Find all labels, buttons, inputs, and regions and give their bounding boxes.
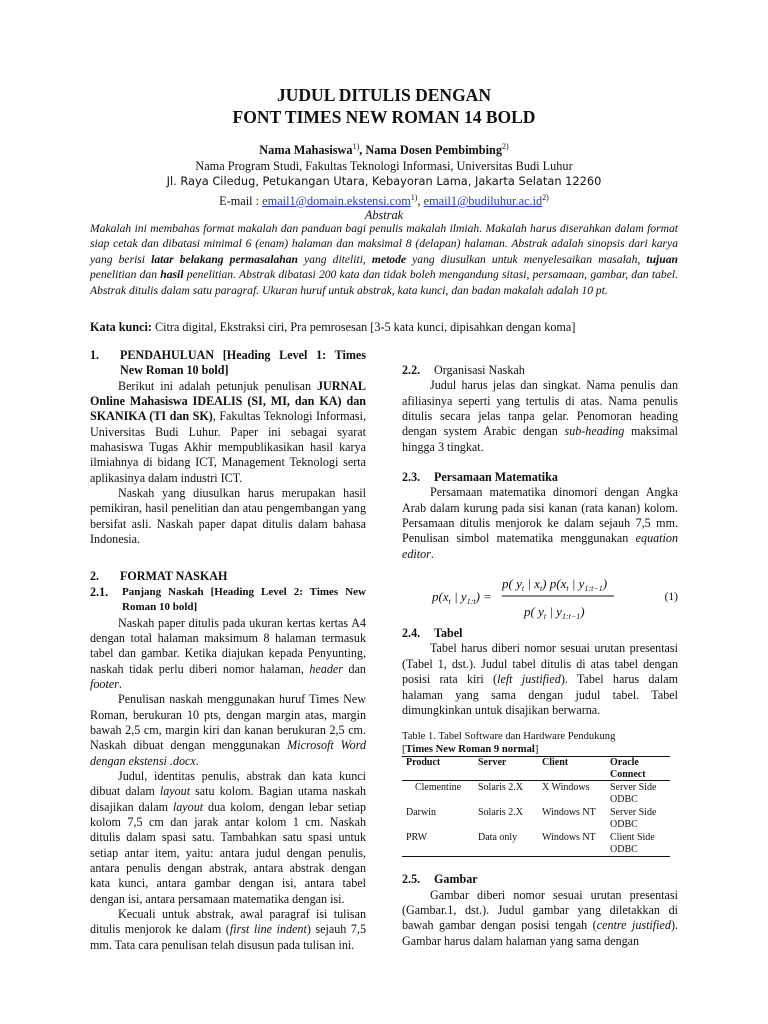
author-separator: , xyxy=(359,143,366,158)
spacer xyxy=(90,547,366,569)
table-caption-bold: Times New Roman 9 normal xyxy=(405,744,535,756)
paragraph xyxy=(90,907,366,953)
equation-block xyxy=(402,562,678,626)
table-cell: Windows NT xyxy=(542,832,596,844)
text-span: Judul harus jelas dan singkat. Nama penulis dan afiliasinya seperti yang tertulis di atas. Nama penulis ditulis secara jelas tanpa gelar. Penomoran heading dengan system Arabic dengan xyxy=(402,378,678,439)
table-cell: Data only xyxy=(478,832,518,844)
equation-formula xyxy=(402,562,678,626)
table-header-cell: Client xyxy=(538,757,606,781)
abstract-bold-4: hasil xyxy=(160,268,184,282)
text-span: ) sejauh 7,5 mm. Tata cara penulisan telah disusun pada tulisan ini. xyxy=(90,922,366,952)
keywords-text: Citra digital, Ekstraksi ciri, Pra pemrosesan [3-5 kata kunci, dipisahkan dengan koma] xyxy=(151,320,576,334)
heading-number: 2.4. xyxy=(402,626,421,641)
abstract-bold-2: metode xyxy=(371,252,407,266)
equation-number: (1) xyxy=(664,591,678,604)
paragraph xyxy=(402,888,678,949)
svg-text:p( yt | xt) p(xt | y1:t−1): p( $y_t$ | $x_t$) $p(x_t$ | $y_{1:t-1}$) xyxy=(502,576,608,594)
table-cell: PRW xyxy=(406,832,428,844)
paragraph xyxy=(90,616,366,693)
table-row xyxy=(402,831,670,857)
heading-2-persamaan xyxy=(402,470,678,485)
email2-sup: 2) xyxy=(542,192,549,202)
italic-span: first line indent xyxy=(229,922,307,937)
table-caption-title: Table 1. Tabel Software dan Hardware Pendukung xyxy=(402,731,616,743)
heading-1-format-naskah xyxy=(90,569,366,584)
paragraph xyxy=(402,641,678,718)
svg-text:p(xt | y1:t) =: $p(x_t$ | $y_{1:t}$) = xyxy=(432,589,492,607)
text-span: satu kolom. Bagian utama naskah disajikan dalam xyxy=(90,784,367,814)
heading-text: Organisasi Naskah xyxy=(434,363,525,377)
heading-2-panjang-naskah xyxy=(90,585,366,616)
heading-text: FORMAT NASKAH xyxy=(120,569,228,584)
email-separator: , xyxy=(417,193,424,208)
table-row xyxy=(402,806,670,831)
heading-number: 2.1. xyxy=(90,584,109,599)
text-span: Penulisan naskah menggunakan huruf Times New Roman, berukuran 10 pts, dengan margin atas, margin bawah 2,5 cm, margin kiri dan kanan berukuran 2,5 cm. Naskah dibuat dengan menggunakan xyxy=(90,692,366,753)
italic-span: Microsoft Word dengan ekstensi .docx xyxy=(90,738,367,768)
email-line xyxy=(0,190,768,210)
table-cell: Clementine xyxy=(414,782,462,794)
title-line-1: JUDUL DITULIS DENGAN xyxy=(277,85,491,105)
table-row xyxy=(402,781,670,807)
right-column xyxy=(402,363,678,949)
text-span: Tabel harus diberi nomor sesuai urutan presentasi (Tabel 1, dst.). Judul tabel ditulis di atas tabel dengan posisi rata kiri ( xyxy=(402,641,678,687)
italic-span: equation editor xyxy=(402,531,678,561)
heading-1-pendahuluan xyxy=(90,348,366,379)
heading-text: Persamaan Matematika xyxy=(434,470,558,485)
text-span: dan xyxy=(343,661,366,676)
student-sup: 1) xyxy=(352,142,360,151)
italic-span: sub-heading xyxy=(564,424,625,439)
paragraph xyxy=(90,379,366,486)
heading-number: 2.3. xyxy=(402,470,421,485)
table-cell: Client Side ODBC xyxy=(610,832,655,855)
italic-span: footer xyxy=(90,676,119,691)
table-caption-note xyxy=(402,743,678,756)
table-cell: Solaris 2.X xyxy=(478,807,523,819)
abstract-text-1: Makalah ini membahas format makalah dan panduan bagi penulis makalah ilmiah. Makalah harus diserahkan dalam format siap cetak dan dibatasi minimal 6 (enam) halaman dan maksimal 8 (delapan) halaman. Abstrak adalah sinopsis dari karya yang berisi xyxy=(90,222,678,266)
abstract-body xyxy=(90,221,678,298)
text-span: Gambar diberi nomor sesuai urutan presentasi (Gambar.1, dst.). Judul gambar yang diletakkan di bawah gambar dengan posisi tengah ( xyxy=(402,887,678,933)
paragraph xyxy=(402,485,678,562)
heading-number: 2. xyxy=(90,569,100,584)
abstract-bold-3: tujuan xyxy=(646,252,678,266)
affiliation: Nama Program Studi, Fakultas Teknologi Informasi, Universitas Budi Luhur xyxy=(195,158,573,173)
heading-text: Tabel xyxy=(434,626,463,641)
text-span: , Fakultas Teknologi Informasi, Universitas Budi Luhur. Paper ini sebagai syarat mahasiswa Tugas Akhir mempublikasikan hasil karya ilmiahnya di bidang ICT, Management Teknologi serta aplikasinya dalam industri ICT. xyxy=(90,409,367,485)
abstract-text-3: yang diusulkan untuk menyelesaikan masalah, xyxy=(406,252,647,266)
abstract-text-5: penelitian. Abstrak dibatasi 200 kata dan tidak boleh mengandung sitasi, persamaan, gambar, dan tabel. Abstrak ditulis dalam satu paragraf. Ukuran huruf untuk abstrak, kata kunci, dan badan makalah adalah 10 pt. xyxy=(90,268,678,297)
table-cell: Server Side ODBC xyxy=(610,782,657,805)
text-span: Berikut ini adalah petunjuk penulisan xyxy=(118,378,317,393)
italic-span: layout xyxy=(159,784,191,799)
left-column xyxy=(90,348,366,953)
bold-span: JURNAL Online Mahasiswa IDEALIS (SI, MI, dan KA) dan SKANIKA (TI dan SK) xyxy=(90,378,366,424)
table-header-row xyxy=(402,757,670,781)
italic-span: header xyxy=(309,661,344,676)
table-header-cell: Oracle Connect xyxy=(606,757,670,781)
table-caption xyxy=(402,730,678,756)
heading-2-organisasi xyxy=(402,363,678,378)
bracket: [ xyxy=(402,744,406,756)
spacer xyxy=(402,857,678,872)
email-prefix: E-mail : xyxy=(219,193,263,208)
advisor-name: Nama Dosen Pembimbing xyxy=(365,143,503,158)
abstract-bold-1: latar belakang permasalahan xyxy=(151,252,298,266)
advisor-sup: 2) xyxy=(502,142,509,151)
author-names xyxy=(0,139,768,159)
email-link-2[interactable]: email1@budiluhur.ac.id xyxy=(423,193,543,208)
text-span: ). Tabel harus dalam halaman yang sama dengan judul tabel. Tabel dimungkinkan untuk disajikan berwarna. xyxy=(402,672,678,717)
text-span: . xyxy=(118,676,122,691)
spacer xyxy=(402,455,678,470)
abstract-text-2: yang diteliti, xyxy=(297,252,372,266)
table-cell: Darwin xyxy=(406,807,436,819)
author-block xyxy=(0,139,768,210)
software-table xyxy=(402,756,670,857)
email-link-1[interactable]: email1@domain.ekstensi.com xyxy=(262,193,411,208)
text-span: maksimal hingga 3 tingkat. xyxy=(402,424,679,454)
table-cell: Server Side ODBC xyxy=(610,807,657,830)
text-span: Naskah paper ditulis pada ukuran kertas kertas A4 dengan total halaman maksimum 8 halaman termasuk tabel dan gambar. Ketika diajukan kepada Penyunting, naskah tidak perlu diberi nomor halaman, xyxy=(90,615,366,676)
abstract-heading: Abstrak xyxy=(364,208,404,222)
heading-text: Gambar xyxy=(434,872,478,887)
text-span: dua kolom, dengan lebar setiap kolom 7,5 cm dan jarak antar kolom 1 cm. Naskah ditulis dalam spasi satu. Tambahkan satu spasi untuk setiap antar item, yaitu: antara judul dengan penulis, antara penulis dengan abstrak, antara abstrak dengan kata kunci, antara gambar dengan isi, antara tabel dengan isi, antara persamaan matematika dengan isi. xyxy=(90,799,366,906)
paper-title xyxy=(0,84,768,128)
text-span: . xyxy=(195,753,199,768)
table-cell: Solaris 2.X xyxy=(478,782,523,794)
heading-2-gambar xyxy=(402,872,678,887)
table-cell: X Windows xyxy=(542,782,590,794)
abstract-text-4: penelitian dan xyxy=(90,268,161,282)
text-span: ). Gambar harus dalam halaman yang sama dengan xyxy=(402,918,678,948)
keywords-label: Kata kunci: xyxy=(90,320,152,334)
heading-2-tabel xyxy=(402,626,678,641)
text-span: Kecuali untuk abstrak, awal paragraf isi tulisan ditulis menjorok ke dalam ( xyxy=(90,907,366,937)
heading-text: Panjang Naskah [Heading Level 2: Times New Roman 10 bold] xyxy=(122,585,366,614)
heading-text: PENDAHULUAN [Heading Level 1: Times New Roman 10 bold] xyxy=(120,348,366,378)
address: Jl. Raya Ciledug, Petukangan Utara, Kebayoran Lama, Jakarta Selatan 12260 xyxy=(166,174,602,189)
bracket: ] xyxy=(534,744,539,756)
heading-number: 1. xyxy=(90,348,100,362)
table-header-cell: Server xyxy=(474,757,538,781)
paragraph: Naskah yang diusulkan harus merupakan hasil pemikiran, hasil penelitian dan atau pengembangan yang bersifat asli. Naskah paper dapat ditulis dalam bahasa Indonesia. xyxy=(90,486,366,547)
text-span: . xyxy=(430,546,434,561)
paragraph xyxy=(402,378,678,455)
table-cell: Windows NT xyxy=(542,807,596,819)
italic-span: centre justified xyxy=(596,918,671,933)
paragraph xyxy=(90,692,366,769)
heading-number: 2.2. xyxy=(402,363,421,377)
paragraph xyxy=(90,769,366,907)
italic-span: left justified xyxy=(497,672,561,687)
student-name: Nama Mahasiswa xyxy=(259,143,353,158)
italic-span: layout xyxy=(172,799,204,814)
keywords xyxy=(90,320,678,335)
heading-number: 2.5. xyxy=(402,872,421,887)
title-line-2: FONT TIMES NEW ROMAN 14 BOLD xyxy=(232,107,536,127)
email1-sup: 1) xyxy=(410,192,418,202)
spacer xyxy=(402,718,678,730)
svg-text:p( yt | y1:t−1): p( $y_t$ | $y_{1:t-1}$) xyxy=(524,604,585,622)
text-span: Persamaan matematika dinomori dengan Angka Arab dalam kurung pada sisi kanan (rata kanan) kolom. Persamaan ditulis menjorok ke dalam sejauh 7,5 mm. Penulisan simbol matematika menggunakan xyxy=(402,485,678,546)
text-span: Judul, identitas penulis, abstrak dan kata kunci dibuat dalam xyxy=(90,768,366,799)
table-header-cell: Product xyxy=(402,757,474,781)
